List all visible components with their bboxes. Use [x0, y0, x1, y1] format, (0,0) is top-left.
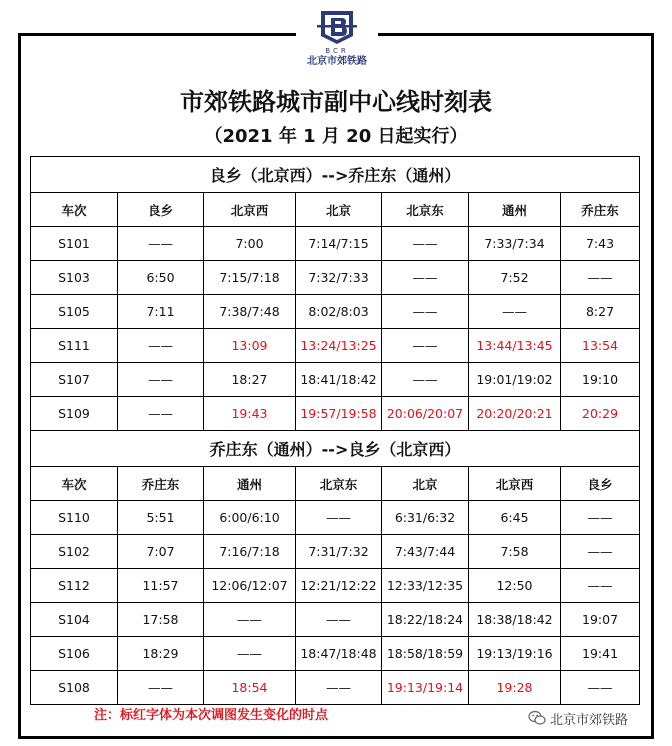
bcr-logo [296, 6, 378, 76]
time-cell: —— [382, 227, 469, 261]
time-cell: —— [561, 569, 640, 603]
time-cell: 18:58/18:59 [382, 637, 469, 671]
time-cell: —— [561, 501, 640, 535]
table-row [31, 261, 640, 295]
time-cell: 13:09 [204, 329, 296, 363]
column-header: 良乡 [118, 193, 204, 227]
train-number-cell: S102 [31, 535, 118, 569]
time-cell: 18:29 [118, 637, 204, 671]
time-cell: —— [118, 671, 204, 705]
time-cell: 7:16/7:18 [204, 535, 296, 569]
time-cell: —— [296, 603, 382, 637]
time-cell: 7:58 [469, 535, 561, 569]
time-cell: —— [118, 227, 204, 261]
time-cell: —— [561, 671, 640, 705]
bcr-emblem-icon [315, 6, 359, 48]
time-cell: 7:15/7:18 [204, 261, 296, 295]
time-cell: 7:00 [204, 227, 296, 261]
time-cell: 6:45 [469, 501, 561, 535]
time-cell: 8:27 [561, 295, 640, 329]
time-cell: 19:13/19:14 [382, 671, 469, 705]
time-cell: 19:28 [469, 671, 561, 705]
train-number-cell: S103 [31, 261, 118, 295]
time-cell: —— [382, 295, 469, 329]
column-header-row [31, 193, 640, 227]
watermark [528, 708, 628, 728]
column-header: 乔庄东 [561, 193, 640, 227]
time-cell: 13:54 [561, 329, 640, 363]
time-cell: 12:06/12:07 [204, 569, 296, 603]
time-cell: 6:50 [118, 261, 204, 295]
time-cell: —— [382, 261, 469, 295]
column-header: 车次 [31, 467, 118, 501]
timetable [30, 156, 640, 705]
column-header: 通州 [204, 467, 296, 501]
table-row [31, 671, 640, 705]
column-header: 通州 [469, 193, 561, 227]
time-cell: 13:44/13:45 [469, 329, 561, 363]
train-number-cell: S104 [31, 603, 118, 637]
time-cell: —— [204, 603, 296, 637]
column-header: 北京东 [382, 193, 469, 227]
time-cell: 18:47/18:48 [296, 637, 382, 671]
time-cell: 19:01/19:02 [469, 363, 561, 397]
time-cell: 11:57 [118, 569, 204, 603]
red-font-note: 注：标红字体为本次调图发生变化的时点 [94, 708, 329, 723]
time-cell: 6:31/6:32 [382, 501, 469, 535]
table-row [31, 295, 640, 329]
time-cell: 19:13/19:16 [469, 637, 561, 671]
time-cell: 7:52 [469, 261, 561, 295]
time-cell: 18:54 [204, 671, 296, 705]
column-header: 北京 [296, 193, 382, 227]
time-cell: 20:20/20:21 [469, 397, 561, 431]
column-header: 乔庄东 [118, 467, 204, 501]
train-number-cell: S111 [31, 329, 118, 363]
table-row [31, 227, 640, 261]
section-heading-row [31, 431, 640, 467]
time-cell: 18:22/18:24 [382, 603, 469, 637]
time-cell: 13:24/13:25 [296, 329, 382, 363]
train-number-cell: S105 [31, 295, 118, 329]
time-cell: 7:43 [561, 227, 640, 261]
train-number-cell: S109 [31, 397, 118, 431]
time-cell: 7:38/7:48 [204, 295, 296, 329]
column-header: 北京 [382, 467, 469, 501]
time-cell: 7:07 [118, 535, 204, 569]
time-cell: 12:33/12:35 [382, 569, 469, 603]
column-header: 北京东 [296, 467, 382, 501]
table-row [31, 329, 640, 363]
time-cell: —— [382, 329, 469, 363]
time-cell: —— [561, 535, 640, 569]
time-cell: —— [469, 295, 561, 329]
time-cell: 18:38/18:42 [469, 603, 561, 637]
time-cell: —— [118, 363, 204, 397]
time-cell: 18:41/18:42 [296, 363, 382, 397]
table-row [31, 363, 640, 397]
time-cell: 12:50 [469, 569, 561, 603]
logo-name: 北京市郊铁路 [307, 56, 367, 67]
section-heading-row [31, 157, 640, 193]
table-row [31, 397, 640, 431]
table-row [31, 603, 640, 637]
time-cell: 7:32/7:33 [296, 261, 382, 295]
time-cell: 17:58 [118, 603, 204, 637]
time-cell: 19:10 [561, 363, 640, 397]
time-cell: 7:31/7:32 [296, 535, 382, 569]
watermark-text: 北京市郊铁路 [550, 712, 629, 728]
section-heading: 良乡（北京西）-->乔庄东（通州） [31, 157, 640, 193]
time-cell: 7:14/7:15 [296, 227, 382, 261]
column-header: 车次 [31, 193, 118, 227]
time-cell: 20:06/20:07 [382, 397, 469, 431]
time-cell: —— [118, 397, 204, 431]
table-row [31, 637, 640, 671]
table-row [31, 569, 640, 603]
time-cell: —— [561, 261, 640, 295]
page-title: 市郊铁路城市副中心线时刻表 [180, 88, 492, 116]
logo-abbreviation: BCR [325, 47, 349, 55]
time-cell: 20:29 [561, 397, 640, 431]
column-header: 北京西 [204, 193, 296, 227]
time-cell: —— [296, 671, 382, 705]
time-cell: 18:27 [204, 363, 296, 397]
column-header: 北京西 [469, 467, 561, 501]
time-cell: 6:00/6:10 [204, 501, 296, 535]
train-number-cell: S106 [31, 637, 118, 671]
column-header-row [31, 467, 640, 501]
time-cell: —— [296, 501, 382, 535]
time-cell: 7:11 [118, 295, 204, 329]
time-cell: 8:02/8:03 [296, 295, 382, 329]
time-cell: 7:43/7:44 [382, 535, 469, 569]
time-cell: 19:43 [204, 397, 296, 431]
time-cell: —— [204, 637, 296, 671]
time-cell: 19:57/19:58 [296, 397, 382, 431]
column-header: 良乡 [561, 467, 640, 501]
time-cell: 7:33/7:34 [469, 227, 561, 261]
time-cell: 5:51 [118, 501, 204, 535]
time-cell: 12:21/12:22 [296, 569, 382, 603]
train-number-cell: S110 [31, 501, 118, 535]
time-cell: —— [382, 363, 469, 397]
table-row [31, 501, 640, 535]
train-number-cell: S108 [31, 671, 118, 705]
wechat-icon [528, 710, 546, 726]
train-number-cell: S107 [31, 363, 118, 397]
time-cell: 19:07 [561, 603, 640, 637]
page-subtitle: （2021 年 1 月 20 日起实行） [204, 126, 468, 147]
table-row [31, 535, 640, 569]
train-number-cell: S112 [31, 569, 118, 603]
time-cell: —— [118, 329, 204, 363]
time-cell: 19:41 [561, 637, 640, 671]
section-heading: 乔庄东（通州）-->良乡（北京西） [31, 431, 640, 467]
timetable-body [31, 157, 640, 705]
train-number-cell: S101 [31, 227, 118, 261]
